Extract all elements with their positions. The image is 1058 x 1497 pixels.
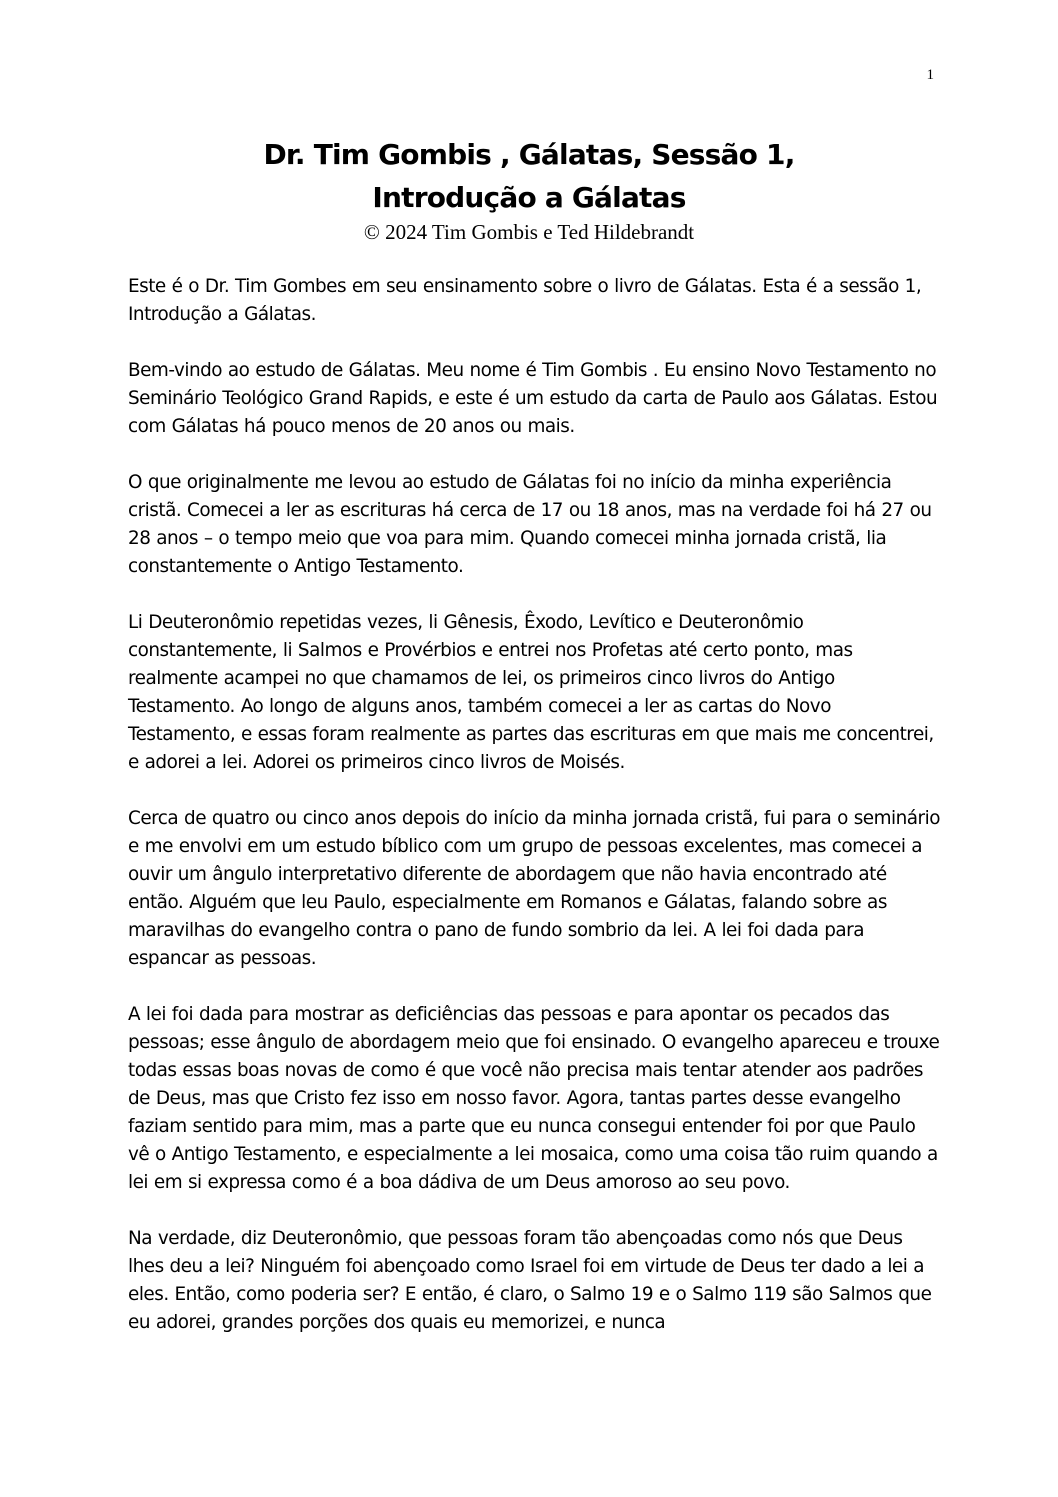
paragraph: A lei foi dada para mostrar as deficiências das pessoas e para apontar os pecados das pessoas; esse ângulo de abordagem meio que foi ensinado. O evangelho apareceu e trouxe todas essas boas novas de como é que você não precisa mais tentar atender aos padrões de Deus, mas que Cristo fez isso em nosso favor. Agora, tantas partes desse evangelho faziam sentido para mim, mas a parte que eu nunca consegui entender foi por que Paulo vê o Antigo Testamento, e especialmente a lei mosaica, como uma coisa tão ruim quando a lei em si expressa como é a boa dádiva de um Deus amoroso ao seu povo. [128, 1004, 940, 1193]
document-title-line-2: Introdução a Gálatas [372, 181, 686, 214]
paragraph: Li Deuteronômio repetidas vezes, li Gênesis, Êxodo, Levítico e Deuteronômio constantemente, li Salmos e Provérbios e entrei nos Profetas até certo ponto, mas realmente acampei no que chamamos de lei, os primeiros cinco livros do Antigo Testamento. Ao longo de alguns anos, também comecei a ler as cartas do Novo Testamento, e essas foram realmente as partes das escrituras em que mais me concentrei, e adorei a lei. Adorei os primeiros cinco livros de Moisés. [128, 612, 934, 773]
copyright-notice: © 2024 Tim Gombis e Ted Hildebrandt [363, 220, 695, 244]
document-title-line-1: Dr. Tim Gombis , Gálatas, Sessão 1, [263, 138, 795, 171]
paragraph: Na verdade, diz Deuteronômio, que pessoas foram tão abençoadas como nós que Deus lhes deu a lei? Ninguém foi abençoado como Israel foi em virtude de Deus ter dado a lei a eles. Então, como poderia ser? E então, é claro, o Salmo 19 e o Salmo 119 são Salmos que eu adorei, grandes porções dos quais eu memorizei, e nunca [128, 1228, 932, 1333]
page-number: 1 [926, 67, 934, 83]
document-body [128, 273, 940, 1365]
paragraph: Este é o Dr. Tim Gombes em seu ensinamento sobre o livro de Gálatas. Esta é a sessão 1, Introdução a Gálatas. [128, 276, 922, 325]
paragraph: Cerca de quatro ou cinco anos depois do início da minha jornada cristã, fui para o seminário e me envolvi em um estudo bíblico com um grupo de pessoas excelentes, mas comecei a ouvir um ângulo interpretativo diferente de abordagem que não havia encontrado até então. Alguém que leu Paulo, especialmente em Romanos e Gálatas, falando sobre as maravilhas do evangelho contra o pano de fundo sombrio da lei. A lei foi dada para espancar as pessoas. [128, 808, 940, 969]
paragraph: O que originalmente me levou ao estudo de Gálatas foi no início da minha experiência cristã. Comecei a ler as escrituras há cerca de 17 ou 18 anos, mas na verdade foi há 27 ou 28 anos – o tempo meio que voa para mim. Quando comecei minha jornada cristã, lia constantemente o Antigo Testamento. [128, 472, 932, 577]
paragraph: Bem-vindo ao estudo de Gálatas. Meu nome é Tim Gombis . Eu ensino Novo Testamento no Seminário Teológico Grand Rapids, e este é um estudo da carta de Paulo aos Gálatas. Estou com Gálatas há pouco menos de 20 anos ou mais. [128, 360, 938, 437]
document-header [110, 133, 948, 245]
